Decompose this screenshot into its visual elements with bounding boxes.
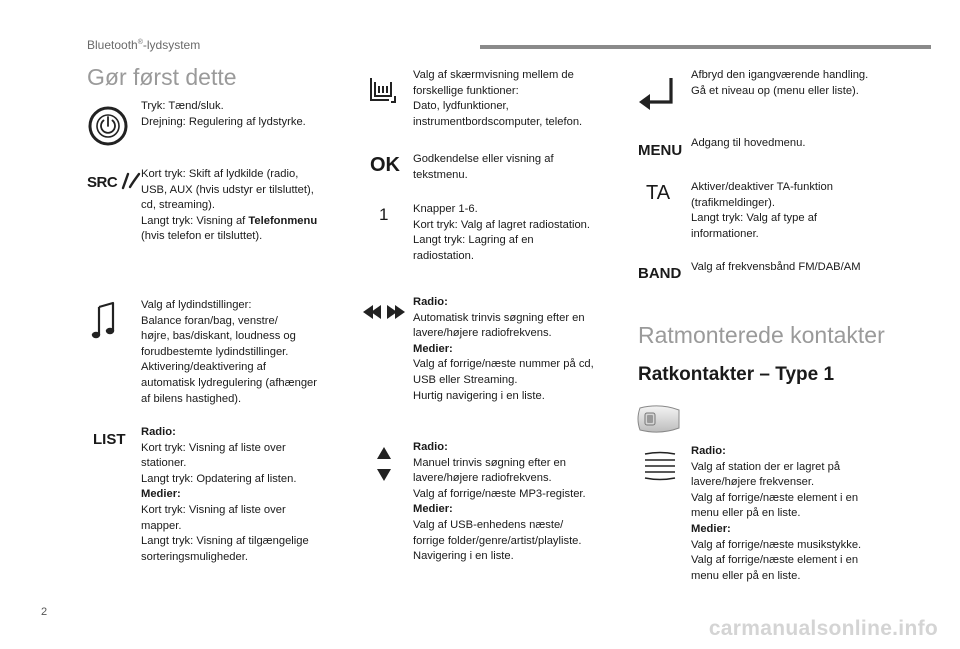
menu-icon: MENU [638,142,683,159]
updown-media-text: Valg af USB-enhedens næste/ forrige folder/genre/artist/playliste. Navigering i en liste. [413,518,582,563]
updown-description [413,440,623,565]
updown-radio-heading: Radio: [413,441,448,453]
src-line-2: USB, AUX (hvis udstyr er tilsluttet), [141,183,314,196]
header-divider [480,45,931,49]
list-radio-text: Kort tryk: Visning af liste over stationer. Langt tryk: Opdatering af listen. [141,441,297,485]
list-media-text: Kort tryk: Visning af liste over mapper. Langt tryk: Visning af tilgængelige sorteringsmuligheder. [141,503,309,563]
menu-description: Adgang til hovedmenu. [691,137,806,149]
display-description: Valg af skærmvisning mellem de forskellige funktioner: Dato, lydfunktioner, instrumentbordscomputer, telefon. [413,69,583,128]
seek-arrows-icon [363,304,405,320]
ok-description: Godkendelse eller visning af tekstmenu. [413,153,554,181]
seek-media-heading: Medier: [413,342,453,355]
src-line-1: Kort tryk: Skift af lydkilde (radio, [141,168,299,180]
section-title-steering-controls: Ratmonterede kontakter [638,322,885,348]
seek-radio-text: Automatisk trinvis søgning efter en lavere/højere radiofrekvens. [413,311,585,340]
seek-media-text: Valg af forrige/næste nummer på cd, USB eller Streaming. Hurtig navigering i en liste. [413,358,594,402]
ta-icon: TA [646,182,671,204]
wheel-radio-text: Valg af station der er lagret på lavere/højere frekvenser. Valg af forrige/næste element i en menu eller på en liste. [691,460,859,520]
src-line-3: cd, streaming). [141,199,215,212]
list-media-heading: Medier: [141,488,181,501]
power-line-2: Drejning: Regulering af lydstyrke. [141,115,306,128]
back-arrow-icon [637,76,679,110]
preset-description: Knapper 1-6. Kort tryk: Valg af lagret radiostation. Langt tryk: Lagring af en radiostation. [413,203,591,262]
power-icon [86,104,130,148]
watermark: carmanualsonline.info [708,617,938,640]
wheel-radio-heading: Radio: [691,445,726,457]
page-number: 2 [41,606,48,618]
ta-description: Aktiver/deaktiver TA-funktion (trafikmeldinger). Langt tryk: Valg af type af informationer. [691,181,833,240]
registered-mark: ® [137,39,143,46]
list-icon: LIST [93,431,126,448]
handset-icon [121,172,141,190]
steering-switch-icon [636,404,682,434]
list-radio-heading: Radio: [141,426,176,438]
wheel-media-text: Valg af forrige/næste musikstykke. Valg af forrige/næste element i en menu eller på en liste. [691,538,862,582]
src-icon-label: SRC [87,174,118,191]
seek-description [413,295,623,404]
src-line-4: Langt tryk: Visning af [141,214,249,227]
band-icon: BAND [638,265,682,282]
preset-number-icon: 1 [379,205,389,224]
wheel-media-heading: Medier: [691,522,731,535]
header-title-main: Bluetooth [87,38,138,52]
band-description: Valg af frekvensbånd FM/DAB/AM [691,261,861,273]
header-title [87,38,200,52]
list-description [141,425,346,565]
section-title-first: Gør først dette [87,64,237,90]
back-description: Afbryd den igangværende handling. Gå et niveau op (menu eller liste). [691,69,869,97]
up-down-arrows-icon [376,446,392,482]
sound-description: Valg af lydindstillinger: Balance foran/bag, venstre/ højre, bas/diskant, loudness og forudbestemte lydindstillinger. Aktivering/deaktivering af automatisk lydregulering (afhænger af bilens hastighed). [141,299,317,405]
scroll-wheel-icon [643,451,677,481]
updown-radio-text: Manuel trinvis søgning efter en lavere/højere radiofrekvens. Valg af forrige/næste MP3-register. [413,456,586,500]
src-icon [87,172,141,191]
section-title-type-1: Ratkontakter – Type 1 [638,364,835,385]
music-note-icon [91,301,117,341]
src-description [141,167,346,245]
seek-radio-heading: Radio: [413,296,448,308]
src-line-5: (hvis telefon er tilsluttet). [141,230,263,243]
src-phone-menu-term: Telefonmenu [248,214,318,227]
ok-icon: OK [370,154,400,176]
power-description [141,99,341,130]
power-line-1: Tryk: Tænd/sluk. [141,100,224,112]
wheel-description [691,444,901,584]
updown-media-heading: Medier: [413,503,453,516]
header-title-rest: -lydsystem [142,38,201,52]
display-mode-icon [369,76,397,106]
